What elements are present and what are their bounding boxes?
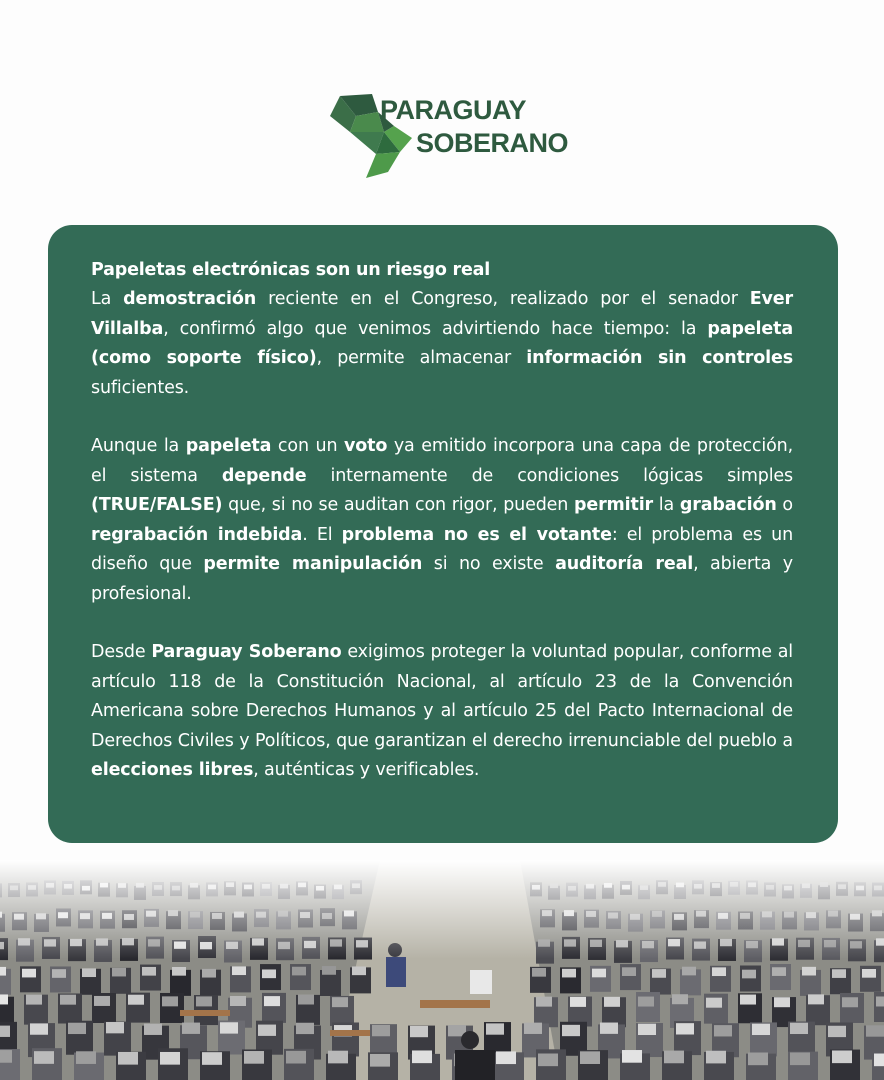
body-text: con un [271,436,345,456]
emphasis-text: demostración [123,289,257,309]
emphasis-text: Paraguay Soberano [151,642,342,662]
statement-card [48,225,838,843]
statement-paragraph-2 [91,432,793,609]
emphasis-text: regrabación indebida [91,524,303,545]
emphasis-text: permitir [573,495,654,515]
body-text: , auténticas y verificables. [253,760,480,780]
brand-name-line1: PARAGUAY [380,95,527,125]
statement-paragraph-3 [91,638,793,786]
body-text: Desde [91,642,152,662]
body-text: . El [302,524,342,545]
body-text: , abierta y profesional. [91,554,793,604]
emphasis-text: grabación [679,495,777,515]
body-text: Aunque la [91,436,186,456]
body-text: exigimos proteger la voluntad popular, conforme al artículo 118 de la Constitución Nacional, al artículo 23 de la Convención Americana sobre Derechos Humanos y al artículo 25 del Pacto Internacional de Derechos Civiles y Políticos, que garantizan el derecho irrenunciable del pueblo a [91,642,793,751]
emphasis-text: permite manipulación [203,554,423,574]
body-text: , confirmó algo que venimos advirtiendo hace tiempo: la [163,318,708,339]
body-text: : el problema es un diseño que [91,524,794,574]
emphasis-text: problema no es el votante [341,524,612,545]
body-text: o [776,495,793,515]
warehouse-illustration [0,860,884,1080]
body-text: la [653,495,680,515]
emphasis-text: depende [221,465,307,486]
brand-name-line2: SOBERANO [416,128,569,158]
emphasis-text: información sin controles [526,348,793,368]
emphasis-text: auditoría real [555,554,694,574]
body-text: ya emitido incorpora una capa de protección, el sistema [91,436,794,486]
body-text: La [91,289,124,309]
body-text: reciente en el Congreso, realizado por el senador [256,289,750,309]
body-text: , permite almacenar [316,348,527,368]
brand-logo [326,92,569,184]
statement-heading: Papeletas electrónicas son un riesgo real [91,260,491,280]
body-text: que, si no se auditan con rigor, pueden [222,495,574,515]
body-text: si no existe [422,554,556,574]
emphasis-text: (TRUE/FALSE) [91,495,223,515]
emphasis-text: papeleta (como soporte físico) [91,318,793,368]
top-fade-overlay [0,860,884,1080]
body-text: internamente de condiciones lógicas simples [306,465,793,486]
statement-paragraph-1 [91,285,793,403]
emphasis-text: Ever Villalba [91,289,794,339]
voting-machines-warehouse-photo [0,860,884,1080]
emphasis-text: elecciones libres [91,760,254,780]
body-text: suficientes. [91,377,190,398]
emphasis-text: voto [344,436,388,456]
emphasis-text: papeleta [185,436,272,456]
